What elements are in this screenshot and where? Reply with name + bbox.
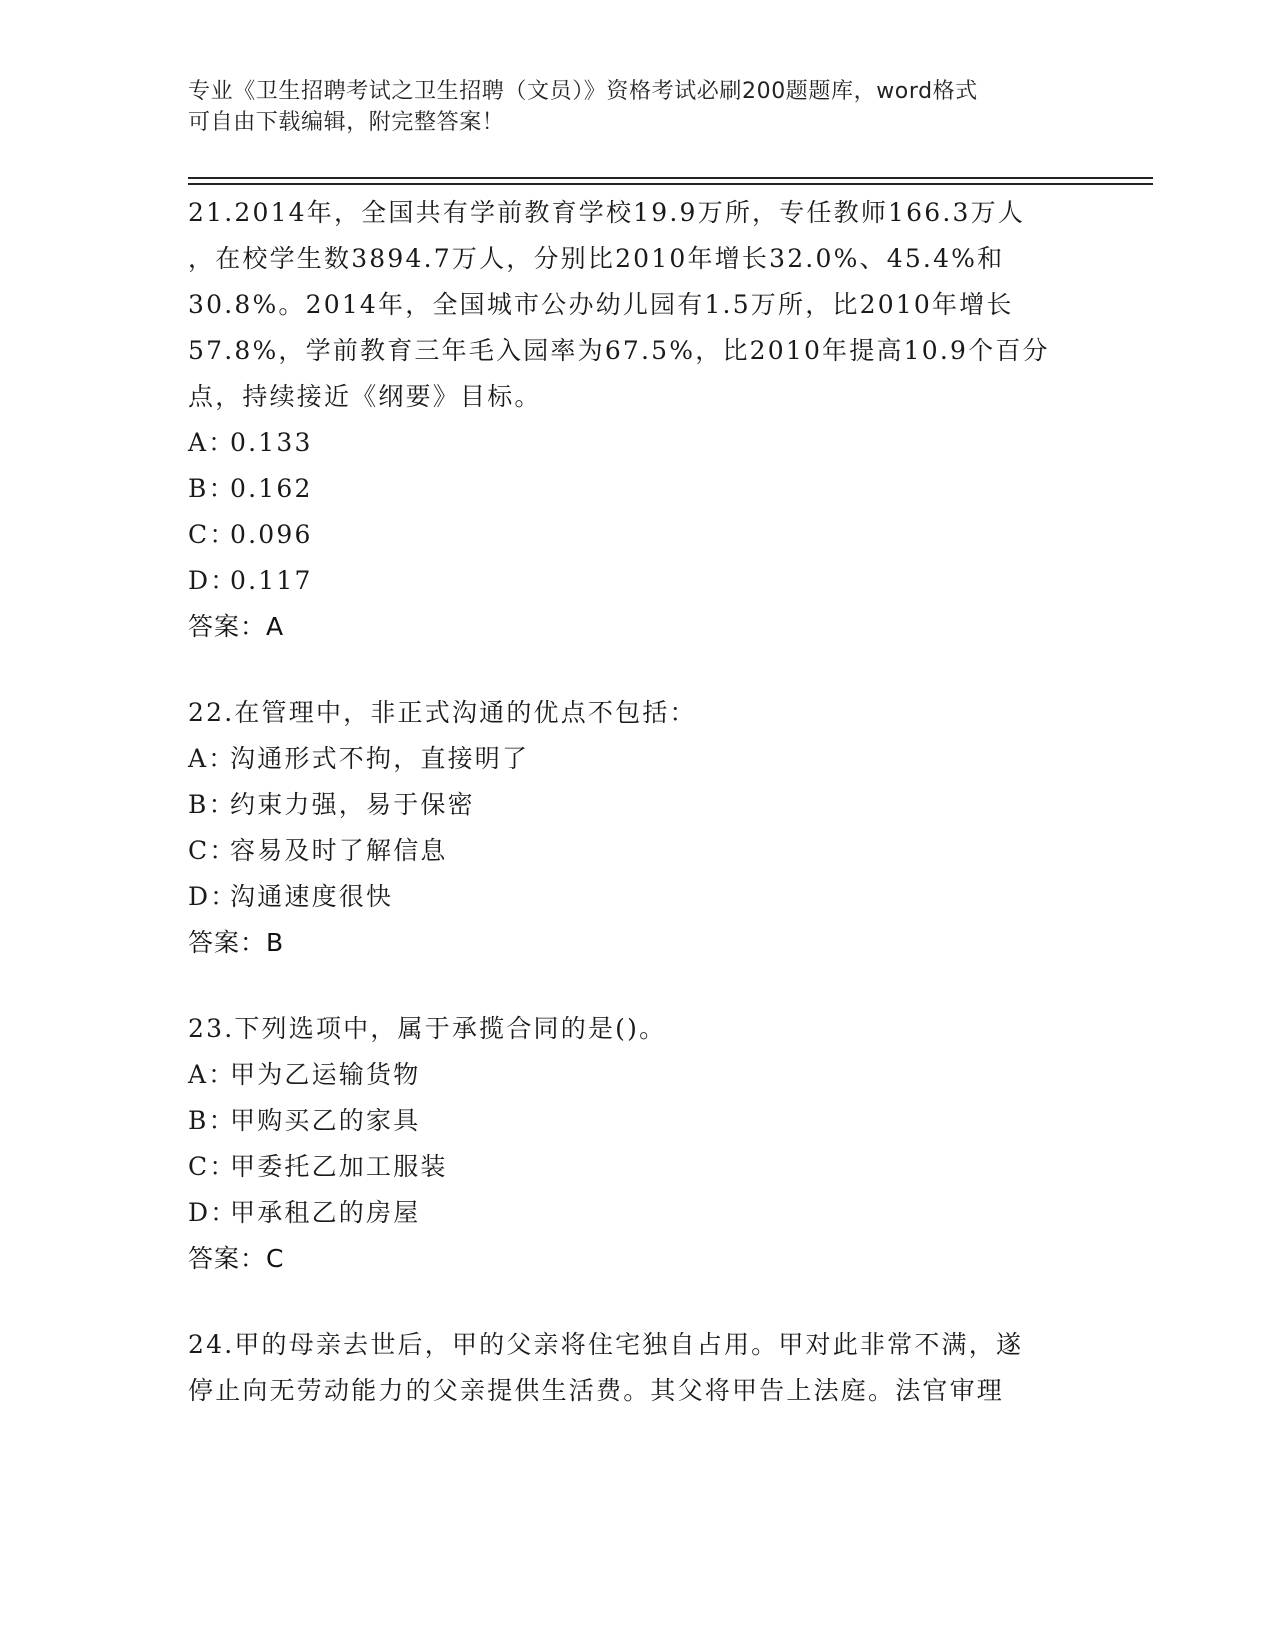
answer-key: 答案：C [188, 1244, 285, 1273]
option-text: 甲为乙运输货物 [230, 1060, 421, 1089]
answer-option [188, 558, 1088, 604]
question-stem-line: 24.甲的母亲去世后，甲的父亲将住宅独自占用。甲对此非常不满，遂 [188, 1330, 1024, 1359]
header-line-2: 可自由下载编辑，附完整答案！ [188, 110, 505, 135]
answer-key: 答案：A [188, 612, 285, 641]
option-key: A： [188, 1060, 236, 1089]
option-key: A： [188, 428, 236, 457]
answer-option [188, 1098, 1088, 1144]
header-rule-top [188, 177, 1153, 179]
question-block [188, 690, 1088, 966]
option-key: A： [188, 744, 236, 773]
question-stem-line: 停止向无劳动能力的父亲提供生活费。其父将甲告上法庭。法官审理 [188, 1376, 1005, 1405]
option-text: 沟通速度很快 [230, 882, 394, 911]
question-stem-line: 22.在管理中，非正式沟通的优点不包括： [188, 698, 697, 727]
question-block [188, 1006, 1088, 1282]
question-list [188, 190, 1088, 1454]
question-stem-line: 点，持续接近《纲要》目标。 [188, 382, 542, 411]
answer-option [188, 1190, 1088, 1236]
question-stem [188, 190, 1088, 420]
question-stem [188, 1322, 1088, 1414]
option-text: 沟通形式不拘，直接明了 [230, 744, 530, 773]
question-stem-line: 57.8%，学前教育三年毛入园率为67.5%，比2010年提高10.9个百分 [188, 336, 1050, 365]
answer-key: 答案：B [188, 928, 285, 957]
document-header [188, 76, 1088, 138]
question-block [188, 1322, 1088, 1414]
option-key: C： [188, 1152, 237, 1181]
question-stem-line: 30.8%。2014年，全国城市公办幼儿园有1.5万所，比2010年增长 [188, 290, 1014, 319]
option-text: 甲委托乙加工服装 [230, 1152, 448, 1181]
answer-option [188, 736, 1088, 782]
answer-option [188, 1052, 1088, 1098]
answer-option [188, 782, 1088, 828]
answer-option [188, 874, 1088, 920]
option-key: B： [188, 474, 236, 503]
option-key: B： [188, 790, 236, 819]
question-stem [188, 1006, 1088, 1052]
question-block [188, 190, 1088, 650]
answer-option [188, 1144, 1088, 1190]
question-stem-line: 21.2014年，全国共有学前教育学校19.9万所，专任教师166.3万人 [188, 198, 1026, 227]
answer-option [188, 512, 1088, 558]
option-text: 0.133 [230, 428, 313, 457]
answer-option [188, 466, 1088, 512]
answer-option [188, 420, 1088, 466]
option-key: D： [188, 566, 238, 595]
question-stem-line: 23.下列选项中，属于承揽合同的是()。 [188, 1014, 667, 1043]
question-stem [188, 690, 1088, 736]
option-key: D： [188, 1198, 238, 1227]
option-key: C： [188, 836, 237, 865]
header-rule-bottom [188, 183, 1153, 185]
option-text: 0.117 [230, 566, 313, 595]
header-line-1: 专业《卫生招聘考试之卫生招聘（文员）》资格考试必刷200题题库，word格式 [188, 79, 978, 104]
answer-option [188, 828, 1088, 874]
option-key: B： [188, 1106, 236, 1135]
option-text: 约束力强，易于保密 [230, 790, 475, 819]
option-text: 0.162 [230, 474, 313, 503]
option-key: C： [188, 520, 237, 549]
option-text: 容易及时了解信息 [230, 836, 448, 865]
question-stem-line: ，在校学生数3894.7万人，分别比2010年增长32.0%、45.4%和 [188, 244, 1005, 273]
option-text: 0.096 [230, 520, 313, 549]
option-key: D： [188, 882, 238, 911]
option-text: 甲承租乙的房屋 [230, 1198, 421, 1227]
option-text: 甲购买乙的家具 [230, 1106, 421, 1135]
